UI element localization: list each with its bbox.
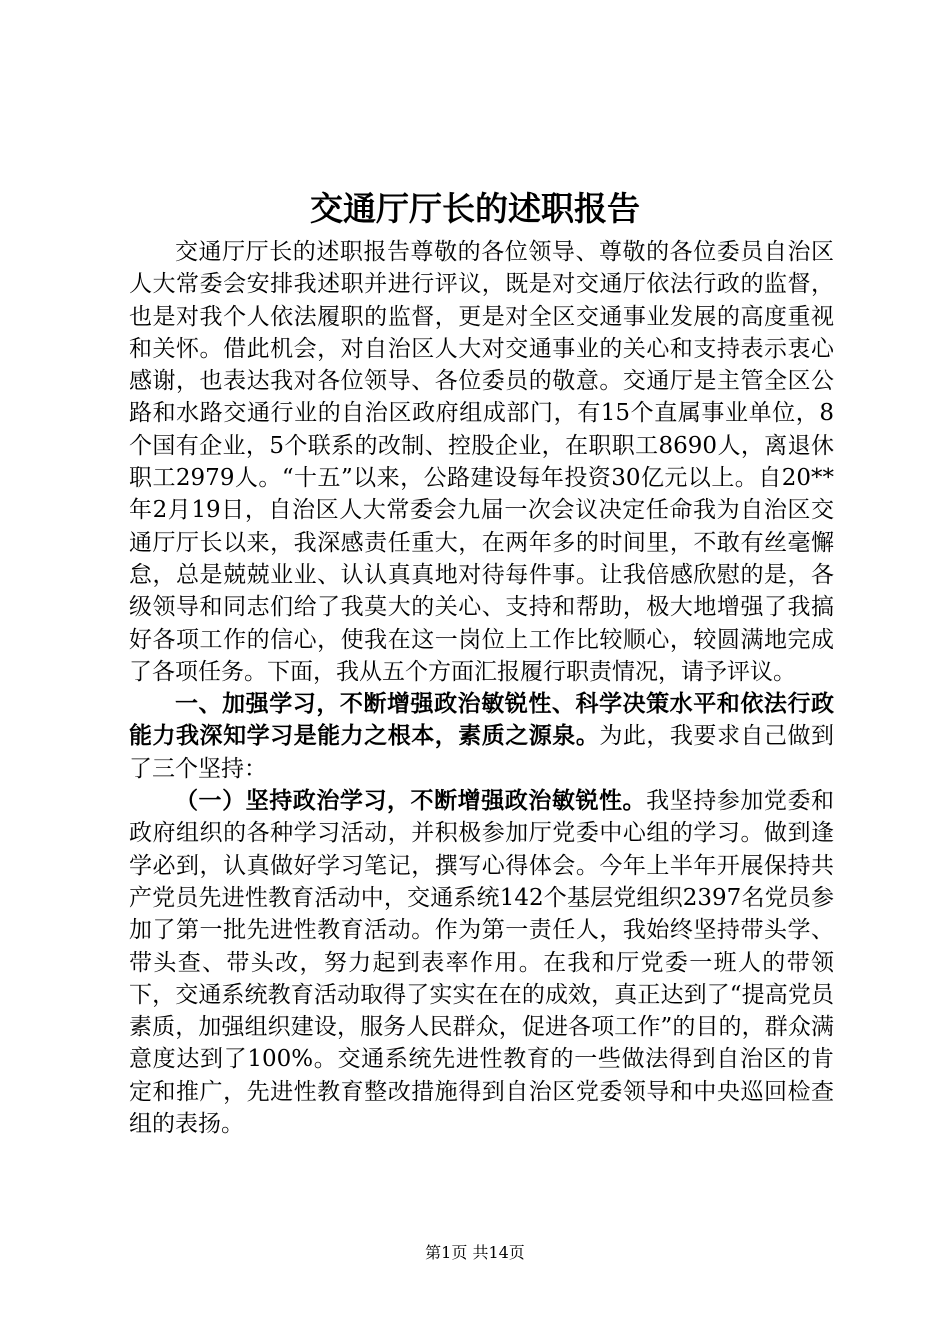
- section-1-heading: 一、加强学习，不断增强政治敏锐性、科学决策水平和依法行政能力我深知学习是能力之根本，素质之源泉。: [129, 690, 834, 750]
- intro-paragraph: 交通厅厅长的述职报告尊敬的各位领导、尊敬的各位委员自治区人大常委会安排我述职并进行评议，既是对交通厅依法行政的监督，也是对我个人依法履职的监督，更是对全区交通事业发展的高度重视和关怀。借此机会，对自治区人大对交通事业的关心和支持表示衷心感谢，也表达我对各位领导、各位委员的敬意。交通厅是主管全区公路和水路交通行业的自治区政府组成部门，有15个直属事业单位，8个国有企业，5个联系的改制、控股企业，在职职工8690人，离退休职工2979人。“十五”以来，公路建设每年投资30亿元以上。自20**年2月19日，自治区人大常委会九届一次会议决定任命我为自治区交通厅厅长以来，我深感责任重大，在两年多的时间里，不敢有丝毫懈怠，总是兢兢业业、认认真真地对待每件事。让我倍感欣慰的是，各级领导和同志们给了我莫大的关心、支持和帮助，极大地增强了我搞好各项工作的信心，使我在这一岗位上工作比较顺心，较圆满地完成了各项任务。下面，我从五个方面汇报履行职责情况，请予评议。: [129, 239, 834, 685]
- page-number-footer: 第1页 共14页: [425, 1243, 525, 1262]
- section-1-paragraph: [129, 688, 834, 785]
- subsection-1-paragraph: [129, 785, 834, 1140]
- subsection-1-text: 我坚持参加党委和政府组织的各种学习活动，并积极参加厅党委中心组的学习。做到逢学必到，认真做好学习笔记，撰写心得体会。今年上半年开展保持共产党员先进性教育活动中，交通系统142个基层党组织2397名党员参加了第一批先进性教育活动。作为第一责任人，我始终坚持带头学、带头查、带头改，努力起到表率作用。在我和厅党委一班人的带领下，交通系统教育活动取得了实实在在的成效，真正达到了“提高党员素质，加强组织建设，服务人民群众，促进各项工作”的目的，群众满意度达到了100%。交通系统先进性教育的一些做法得到自治区的肯定和推广，先进性教育整改措施得到自治区党委领导和中央巡回检查组的表扬。: [129, 788, 835, 1138]
- document-title: 交通厅厅长的述职报告: [310, 189, 640, 228]
- document-body: [129, 236, 834, 1140]
- subsection-1-heading: （一）坚持政治学习，不断增强政治敏锐性。: [175, 787, 647, 815]
- section-1-text: 为此，我要求自己做到了三个坚持：: [129, 723, 835, 782]
